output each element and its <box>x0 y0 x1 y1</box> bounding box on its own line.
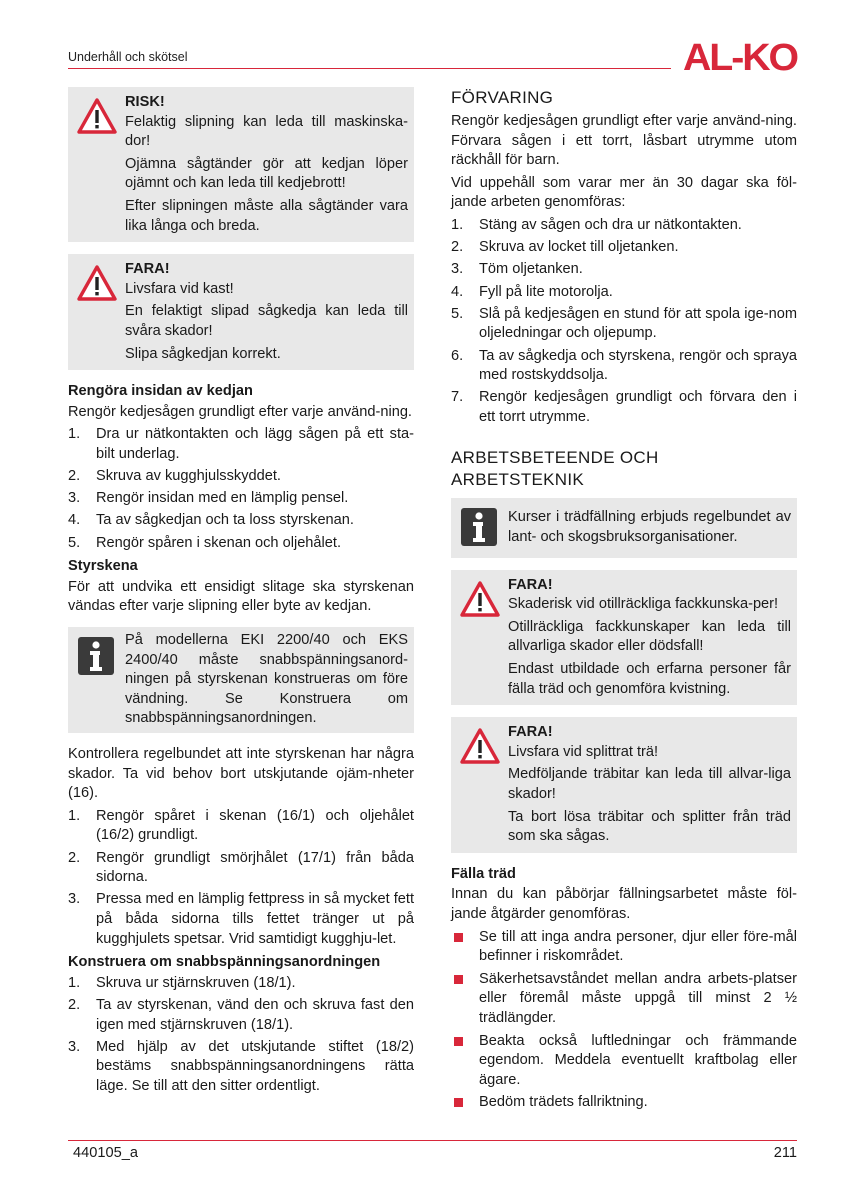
bullet-square-icon <box>454 933 463 942</box>
list-item: 1. Rengör spåret i skenan (16/1) och oljehålet (16/2) grundligt. <box>68 807 414 844</box>
list-item: 3. Pressa med en lämplig fettpress in så mycket fett på båda sidorna tills fettet tränger ut på kugghjulets spetsar. Vrid samtidigt kugghju-let. <box>68 891 414 947</box>
fara-line: Livsfara vid splittrat trä! <box>508 743 659 760</box>
list-item: 4. Fyll på lite motorolja. <box>451 283 613 300</box>
list-item: 3. Töm oljetanken. <box>451 261 583 278</box>
list-item: Se till att inga andra personer, djur eller före-mål befinner i riskområdet. <box>451 928 797 967</box>
storage-steps <box>451 216 797 428</box>
warning-icon <box>459 727 501 765</box>
fara-line: Otillräckliga fackkunskaper kan leda till allvarliga skador eller dödsfall! <box>508 618 791 655</box>
list-item: 2. Skruva av locket till oljetanken. <box>451 239 679 256</box>
section-heading: Rengöra insidan av kedjan <box>68 383 253 400</box>
list-item: 3. Med hjälp av det utskjutande stiftet (18/2) bestäms snabbspänningsanordningens rätta läge. Se till att den sitter ordentligt. <box>68 1038 414 1094</box>
fara-line: Skaderisk vid otillräckliga fackkunska-per! <box>508 596 779 613</box>
list-item: 5. Rengör spåren i skenan och oljehålet. <box>68 534 342 551</box>
fara-line: En felaktigt slipad sågkedja kan leda till svåra skador! <box>125 303 408 339</box>
header-title: Underhåll och skötsel <box>68 50 188 64</box>
fara-line: Livsfara vid kast! <box>125 280 234 297</box>
list-item: 2. Ta av styrskenan, vänd den och skruva fast den igen med stjärnskruven (18/1). <box>68 996 414 1033</box>
list-item: 1. Dra ur nätkontakten och lägg sågen på ett sta-bilt underlag. <box>68 426 414 462</box>
list-item: Beakta också luftledningar och främmande egendom. Meddela eventuellt kraftbolag eller ägare. <box>451 1032 797 1091</box>
right-column <box>451 87 797 1116</box>
fara-box <box>68 254 414 370</box>
bullet-square-icon <box>454 1037 463 1046</box>
paragraph: Vid uppehåll som varar mer än 30 dagar ska föl-jande arbeten genomföras: <box>451 174 797 211</box>
fell-bullets <box>451 928 797 1113</box>
paragraph: Rengör kedjesågen grundligt efter varje använd-ning. <box>68 403 412 420</box>
risk-line: Felaktig slipning kan leda till maskinska-dor! <box>125 113 408 150</box>
list-item: 7. Rengör kedjesågen grundligt och förvara den i ett torrt utrymme. <box>451 389 797 425</box>
risk-box <box>68 87 414 242</box>
list-item: 5. Slå på kedjesågen en stund för att spola ige-nom oljeledningar och oljepump. <box>451 305 797 342</box>
info-icon <box>78 637 114 675</box>
section-title: FÖRVARING <box>451 88 554 107</box>
paragraph: Kontrollera regelbundet att inte styrskenan har några skador. Ta vid behov bort utskjutande ojäm-nheter (16). <box>68 746 414 802</box>
list-item: 1. Skruva ur stjärnskruven (18/1). <box>68 974 296 991</box>
list-item: 6. Ta av sågkedja och styrskena, rengör och spraya med rostskyddsolja. <box>451 347 797 384</box>
logo-text: AL-KO <box>683 40 798 72</box>
fara-label: FARA! <box>508 576 553 593</box>
risk-label: RISK! <box>125 94 165 110</box>
section-heading: Konstruera om snabbspänningsanordningen <box>68 954 381 971</box>
fara-line: Medföljande träbitar kan leda till allvar-liga skador! <box>508 766 791 802</box>
footer-rule <box>68 1140 797 1141</box>
list-item: Bedöm trädets fallriktning. <box>451 1093 797 1113</box>
rebuild-steps <box>68 974 414 1097</box>
section-title: ARBETSBETEENDE OCH <box>451 448 659 468</box>
fara-box <box>451 570 797 706</box>
fara-box <box>451 717 797 853</box>
paragraph: Rengör kedjesågen grundligt efter varje använd-ning. Förvara sågen i ett torrt, låsbart utrymme utom räckhåll för barn. <box>451 113 797 169</box>
header-rule <box>68 68 671 69</box>
clean-steps <box>68 425 414 553</box>
guide-steps <box>68 807 414 949</box>
fara-line: Slipa sågkedjan korrekt. <box>125 345 281 362</box>
section-title: ARBETSTEKNIK <box>451 470 585 490</box>
list-item: 1. Stäng av sågen och dra ur nätkontakten. <box>451 216 742 233</box>
fara-label: FARA! <box>125 261 170 278</box>
section-heading: Fälla träd <box>451 865 516 882</box>
list-item: 2. Skruva av kugghjulsskyddet. <box>68 468 281 485</box>
list-item: Säkerhetsavståndet mellan andra arbets-platser eller föremål måste uppgå till minst 2 ½ trädlängder. <box>451 970 797 1029</box>
doc-id: 440105_a <box>73 1145 138 1161</box>
fara-label: FARA! <box>508 724 553 741</box>
risk-line: Ojämna sågtänder gör att kedjan löper ojämnt och kan leda till kedjebrott! <box>125 155 408 192</box>
warning-icon <box>459 580 501 618</box>
risk-line: Efter slipningen måste alla sågtänder vara lika långa och breda. <box>125 197 408 234</box>
info-text: På modellerna EKI 2200/40 och EKS 2400/40 måste snabbspänningsanord-ningen på styrskenan konstrueras om före vändning. Se Konstruera om snabbspänningsanordningen. <box>125 632 408 727</box>
left-column <box>68 87 414 1100</box>
info-text: Kurser i trädfällning erbjuds regelbundet av lant- och skogsbruksorganisationer. <box>508 509 791 546</box>
bullet-square-icon <box>454 975 463 984</box>
warning-icon <box>76 97 118 135</box>
info-box <box>68 627 414 733</box>
paragraph: Innan du kan påbörjar fällningsarbetet måste föl-jande åtgärder genomföras. <box>451 886 797 922</box>
info-box <box>451 498 797 557</box>
fara-line: Ta bort lösa träbitar och splitter från träd som ska sågas. <box>508 808 791 845</box>
fara-line: Endast utbildade och erfarna personer får fälla träd och genomföra kvistning. <box>508 661 791 697</box>
page-number: 211 <box>773 1145 797 1161</box>
alko-logo <box>683 40 799 72</box>
warning-icon <box>76 264 118 302</box>
list-item: 3. Rengör insidan med en lämplig pensel. <box>68 490 349 507</box>
paragraph: För att undvika ett ensidigt slitage ska styrskenan vändas efter varje slipning eller byte av kedjan. <box>68 578 414 615</box>
list-item: 4. Ta av sågkedjan och ta loss styrskenan. <box>68 512 354 529</box>
section-heading: Styrskena <box>68 558 138 575</box>
list-item: 2. Rengör grundligt smörjhålet (17/1) från båda sidorna. <box>68 849 414 886</box>
info-icon <box>461 508 497 546</box>
bullet-square-icon <box>454 1098 463 1107</box>
